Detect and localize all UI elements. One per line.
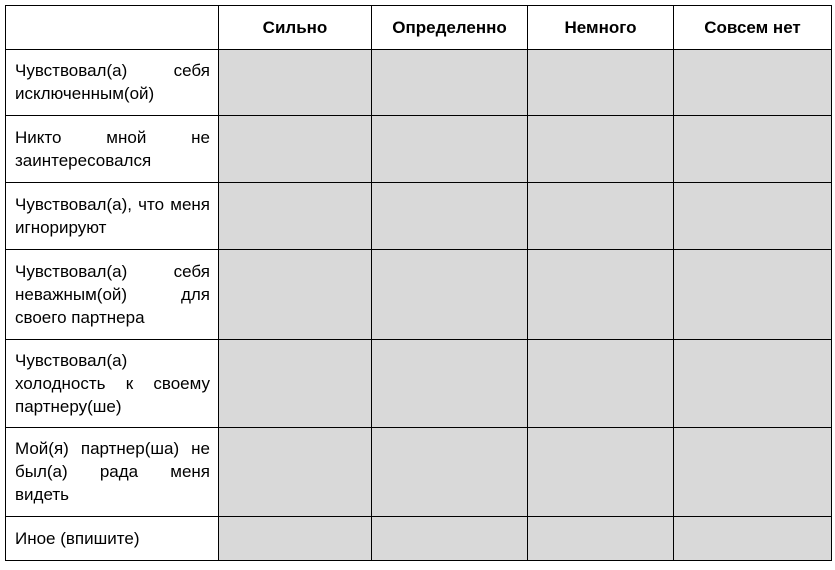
answer-cell[interactable]	[528, 428, 674, 517]
answer-cell[interactable]	[219, 428, 372, 517]
row-label-other: Иное (впишите)	[6, 517, 219, 561]
answer-cell[interactable]	[674, 250, 832, 340]
answer-cell[interactable]	[219, 50, 372, 116]
row-label-coldness: Чувствовал(а) холодность к своему партнеру(ше)	[6, 340, 219, 428]
table-row	[6, 517, 832, 561]
answer-cell[interactable]	[528, 250, 674, 340]
answer-cell[interactable]	[674, 50, 832, 116]
column-header-not-at-all: Совсем нет	[674, 6, 832, 50]
column-header-somewhat: Немного	[528, 6, 674, 50]
answer-cell[interactable]	[674, 183, 832, 250]
answer-cell[interactable]	[528, 183, 674, 250]
answer-cell[interactable]	[674, 428, 832, 517]
row-label-excluded: Чувствовал(а) себя исключенным(ой)	[6, 50, 219, 116]
answer-cell[interactable]	[674, 517, 832, 561]
table-row	[6, 428, 832, 517]
answer-cell[interactable]	[372, 340, 528, 428]
answer-cell[interactable]	[528, 50, 674, 116]
answer-cell[interactable]	[372, 116, 528, 183]
header-corner-cell	[6, 6, 219, 50]
answer-cell[interactable]	[372, 183, 528, 250]
answer-cell[interactable]	[219, 116, 372, 183]
rating-table	[5, 5, 832, 561]
answer-cell[interactable]	[674, 116, 832, 183]
answer-cell[interactable]	[219, 340, 372, 428]
column-header-strongly: Сильно	[219, 6, 372, 50]
table-row	[6, 183, 832, 250]
table-row	[6, 340, 832, 428]
row-label-unimportant: Чувствовал(а) себя неважным(ой) для своего партнера	[6, 250, 219, 340]
answer-cell[interactable]	[372, 517, 528, 561]
table-row	[6, 50, 832, 116]
answer-cell[interactable]	[372, 250, 528, 340]
answer-cell[interactable]	[219, 517, 372, 561]
answer-cell[interactable]	[219, 183, 372, 250]
answer-cell[interactable]	[372, 50, 528, 116]
answer-cell[interactable]	[219, 250, 372, 340]
answer-cell[interactable]	[372, 428, 528, 517]
answer-cell[interactable]	[528, 340, 674, 428]
table-row	[6, 250, 832, 340]
row-label-ignored: Чувствовал(а), что меня игнорируют	[6, 183, 219, 250]
row-label-no-interest: Никто мной не заинтересовался	[6, 116, 219, 183]
column-header-definitely: Определенно	[372, 6, 528, 50]
answer-cell[interactable]	[528, 517, 674, 561]
table-row	[6, 116, 832, 183]
answer-cell[interactable]	[528, 116, 674, 183]
answer-cell[interactable]	[674, 340, 832, 428]
header-row	[6, 6, 832, 50]
row-label-partner-not-glad: Мой(я) партнер(ша) не был(а) рада меня видеть	[6, 428, 219, 517]
